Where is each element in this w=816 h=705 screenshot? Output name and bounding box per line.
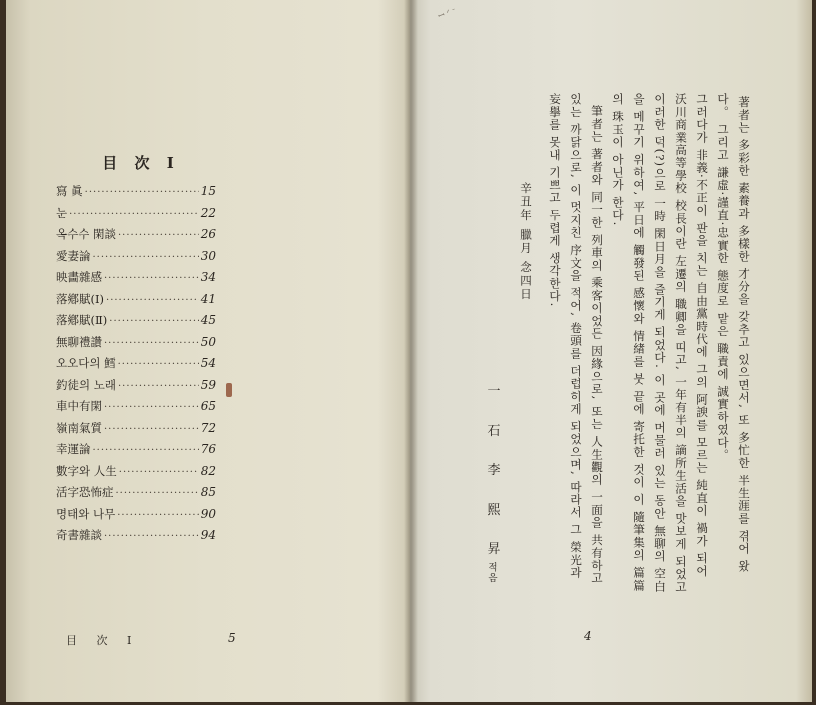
toc-entry-page: 15	[200, 184, 216, 198]
toc-entry	[56, 506, 216, 528]
toc-leader	[104, 531, 199, 542]
toc-leader	[118, 381, 199, 392]
toc-entry	[56, 291, 216, 313]
toc-entry-page: 50	[200, 334, 216, 349]
toc-title: 目 次 I	[102, 154, 180, 172]
toc-entry-page: 85	[200, 485, 216, 499]
author-char: 李	[487, 463, 501, 478]
toc-entry-title: 落鄕賦(Ⅰ)	[56, 291, 105, 306]
toc-entry	[56, 183, 216, 205]
toc-entry-page: 30	[200, 248, 216, 263]
toc-leader	[85, 187, 199, 198]
toc-entry	[56, 269, 216, 291]
toc-entry-title: 釣徒의 노래	[56, 377, 116, 392]
book-spread	[6, 0, 812, 702]
preface-line: 을 메꾸기 위하여, 平日에 觸發된 感懷와 情緖를 붓 끝에 寄托한 것이 이 隨筆集의 篇篇	[632, 93, 646, 592]
toc-entry-title: 車中有閑	[56, 399, 102, 413]
preface-line: 의 珠玉이 아닌가 한다.	[611, 93, 625, 227]
toc-entry	[56, 355, 216, 377]
toc-entry	[56, 527, 216, 549]
toc-entry-page: 94	[200, 528, 216, 542]
preface-date: 辛丑年 臘月 念四日	[519, 182, 533, 302]
author-char: 一	[487, 384, 501, 399]
toc-entry-page: 76	[200, 442, 216, 456]
toc-entry-page: 22	[200, 205, 216, 220]
toc-leader	[109, 316, 198, 327]
author-char: 石	[487, 423, 501, 439]
toc-leader	[119, 467, 199, 478]
preface-line: 그러다가 非義·不正이 판을 치는 自由黨時代에 그의 阿諛를 모르는 純直이 禍가 되어	[695, 93, 709, 578]
toc-entry-page: 90	[200, 506, 216, 521]
toc-entry	[56, 420, 216, 442]
toc-entry-title: 嶺南氣質	[56, 420, 102, 435]
toc-entry	[56, 226, 216, 248]
toc-entry-title: 옥수수 閑談	[56, 227, 116, 241]
preface-line: 이러한 덕(?)으로 一時 閑日月을 즐기게 되었다. 이 곳에 머물러 있는 동안 無聊의 空白	[653, 93, 667, 593]
toc-leader	[93, 252, 199, 263]
toc-entry-title: 數字와 人生	[56, 463, 117, 478]
preface-line: 沃川商業高等學校 校長이란 左遷의 職卿을 띠고, 一年有半의 謫所生活을 맛보게 되었고	[674, 93, 688, 594]
toc-entry	[56, 377, 216, 399]
preface-author	[484, 380, 504, 578]
toc-entry-title: 無聊禮讚	[56, 334, 102, 349]
toc-entry-title: 映畵雜感	[56, 270, 102, 284]
preface-line: 妄擧를 못내 기쁘고 두렵게 생각한다.	[548, 93, 562, 308]
toc-entry	[56, 334, 216, 356]
margin-scribble: ꟷ ᐟ ᐨ	[437, 6, 458, 21]
toc-entry	[56, 312, 216, 334]
toc-leader	[117, 510, 199, 521]
toc-leader	[118, 359, 199, 370]
preface-line: 著者는 多彩한 素養과 多樣한 才分을 갖추고 있으면서, 또 多忙한 半生涯를 겪어 왔	[737, 96, 751, 573]
preface-signoff: 적음	[486, 562, 497, 583]
toc-entry	[56, 441, 216, 463]
toc-entry-title: 愛妻論	[56, 248, 91, 263]
toc-leader	[104, 424, 199, 435]
preface-line: 다。 그리고 謙虛·謹直·忠實한 態度로 맡은 職責에 誠實하였다。	[716, 93, 730, 462]
toc-entry-title: 活字恐怖症	[56, 485, 114, 499]
right-page-number: 4	[584, 629, 592, 643]
toc-entry	[56, 398, 216, 420]
toc-entry-title: 落鄕賦(Ⅱ)	[56, 313, 108, 327]
author-char: 熙	[487, 502, 501, 518]
toc-leader	[118, 230, 199, 241]
toc-leader	[104, 338, 199, 349]
toc-leader	[116, 488, 199, 499]
toc-entry-page: 26	[200, 227, 216, 241]
toc-leader	[106, 295, 199, 306]
toc-entry-page: 59	[200, 377, 216, 392]
toc-entry-page: 54	[200, 356, 216, 370]
toc-entry-page: 72	[200, 420, 216, 435]
preface-line: 筆者는 著者와 同一한 列車의 乘客이었든 因緣으로, 또는 人生觀의 一面을 共有하고	[590, 105, 604, 585]
toc-entry-title: 幸運論	[56, 442, 91, 456]
toc-entry	[56, 484, 216, 506]
left-page-number: 5	[228, 631, 236, 645]
toc-entry-title: 명태와 나무	[56, 506, 116, 521]
toc-entry	[56, 248, 216, 270]
book-gutter	[404, 0, 418, 702]
toc-entry-page: 41	[200, 291, 216, 306]
toc-entry-title: 오오다의 鱈	[56, 356, 116, 370]
ink-stain	[226, 383, 232, 397]
toc-entry	[56, 205, 216, 227]
preface-line: 있는 까닭으로, 이 멋지친 序文을 적어, 卷頭를 더럽히게 되었으며, 따라서 그 榮光과	[569, 93, 583, 580]
toc-leader	[69, 209, 199, 220]
left-running-footer: 目 次 I	[66, 634, 140, 647]
toc-entry-page: 82	[200, 463, 216, 478]
toc-leader	[104, 402, 199, 413]
toc-leader	[104, 273, 199, 284]
toc-entry-page: 45	[200, 313, 216, 327]
toc-entry	[56, 463, 216, 485]
toc-entry-page: 34	[200, 270, 216, 284]
toc-entry-title: 奇書雜談	[56, 528, 102, 542]
toc-list	[56, 183, 216, 549]
author-char: 昇	[487, 542, 501, 557]
toc-entry-page: 65	[200, 399, 216, 413]
left-page	[6, 0, 410, 702]
toc-entry-title: 눈	[56, 205, 68, 220]
toc-entry-title: 寫 眞	[56, 184, 83, 198]
toc-leader	[93, 445, 199, 456]
